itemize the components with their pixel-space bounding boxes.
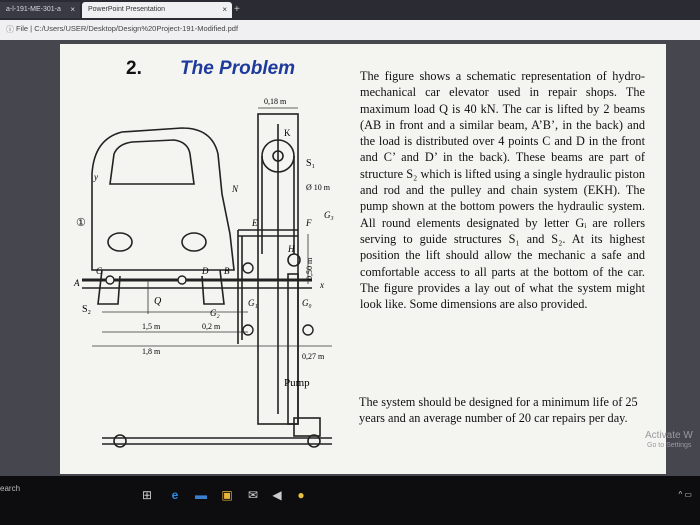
dim-027-label: 0,27 m (302, 352, 325, 361)
mail-icon[interactable]: ✉ (247, 488, 259, 502)
chrome-icon[interactable]: ● (297, 488, 305, 502)
url-text: C:/Users/USER/Desktop/Design%20Project-191-Modified.pdf (34, 24, 239, 33)
label-N: N (232, 184, 239, 194)
file-label: File (16, 24, 29, 33)
file-explorer-icon[interactable]: ▬ (195, 488, 207, 502)
close-icon[interactable]: × (70, 5, 75, 14)
dim-15-label: 1,5 m (142, 322, 161, 331)
label-C: C (96, 266, 103, 276)
label-F: F (306, 218, 312, 228)
section-number: 2. (126, 58, 142, 79)
problem-description: The figure shows a schematic representation of hydro-mechanical car elevator used in repair shops. The maximum load Q is 40 kN. The car is lifted by 2 beams (AB in front and a similar beam, A’B’, in the back) and the load is distributed over 4 points C and D in the front and C’ and D’ in the back). These beams are part of structure S₂ which is lifted using a single hydraulic piston and rod and the pulley and chain system (EKH). The pump shown at the bottom powers the hydraulic system. All round elements designated by letter Gᵢ are rollers serving to guide structures S₁ and S₂. At its highest position the lift should allow the mechanic a safe and comfortable access to all parts at the bottom of the car. The figure provides a lay out of what the system might look like. Some dimensions are also provided. (360, 69, 645, 312)
page-title: The Problem (180, 58, 296, 79)
label-H: H (288, 244, 295, 254)
label-D: D (202, 266, 209, 276)
pump-label: Pump (284, 377, 310, 389)
dim-18-label: 1,8 m (142, 347, 161, 356)
dim-vertical-label: 0,50 m (305, 257, 314, 280)
info-icon[interactable]: ⓘ (6, 25, 14, 34)
label-A: A (74, 278, 80, 288)
activation-watermark: Activate W (645, 430, 693, 441)
system-tray[interactable]: ^ ▭ (678, 490, 692, 499)
label-G1: G₁ (248, 298, 258, 308)
dim-diam-label: Ø 10 m (306, 183, 330, 192)
design-requirement: The system should be designed for a minimum life of 25 years and an average number of 20 car repairs per day. (359, 395, 638, 426)
label-Q: Q (154, 296, 162, 307)
browser-tab-bar (0, 0, 700, 20)
label-G3: G₃ (324, 210, 334, 220)
label-G0: G₀ (302, 298, 312, 308)
address-bar[interactable] (0, 20, 700, 40)
media-icon[interactable]: ◀ (272, 488, 282, 502)
tab-powerpoint-title: PowerPoint Presentation (88, 6, 166, 13)
label-circle-1: ① (76, 217, 86, 229)
close-icon[interactable]: × (222, 5, 227, 14)
elevator-figure (62, 84, 362, 454)
label-E: E (252, 218, 258, 228)
label-S2: S₂ (82, 304, 92, 315)
label-K: K (284, 128, 291, 138)
activation-watermark-sub: Go to Settings (647, 442, 692, 449)
edge-icon[interactable]: e (171, 488, 179, 502)
task-view-icon[interactable]: ⊞ (141, 488, 153, 502)
taskbar (0, 476, 700, 525)
taskbar-search[interactable]: earch (0, 484, 21, 493)
tab-other-title: a-l-191-ME-301-a (6, 6, 61, 13)
label-y: y (94, 172, 98, 182)
label-B: B (224, 266, 230, 276)
tab-other[interactable] (0, 2, 80, 18)
store-icon[interactable]: ▣ (221, 488, 233, 502)
tab-powerpoint[interactable] (82, 2, 232, 18)
label-x: x (320, 280, 324, 290)
address-text: File | C:/Users/USER/Desktop/Design%20Project-191-Modified.pdf (16, 24, 239, 33)
new-tab-button[interactable]: + (234, 4, 240, 15)
dim-top-label: 0,18 m (264, 97, 287, 106)
label-G2: G₂ (210, 308, 220, 318)
label-S1: S₁ (306, 158, 316, 169)
dim-02-label: 0,2 m (202, 322, 221, 331)
